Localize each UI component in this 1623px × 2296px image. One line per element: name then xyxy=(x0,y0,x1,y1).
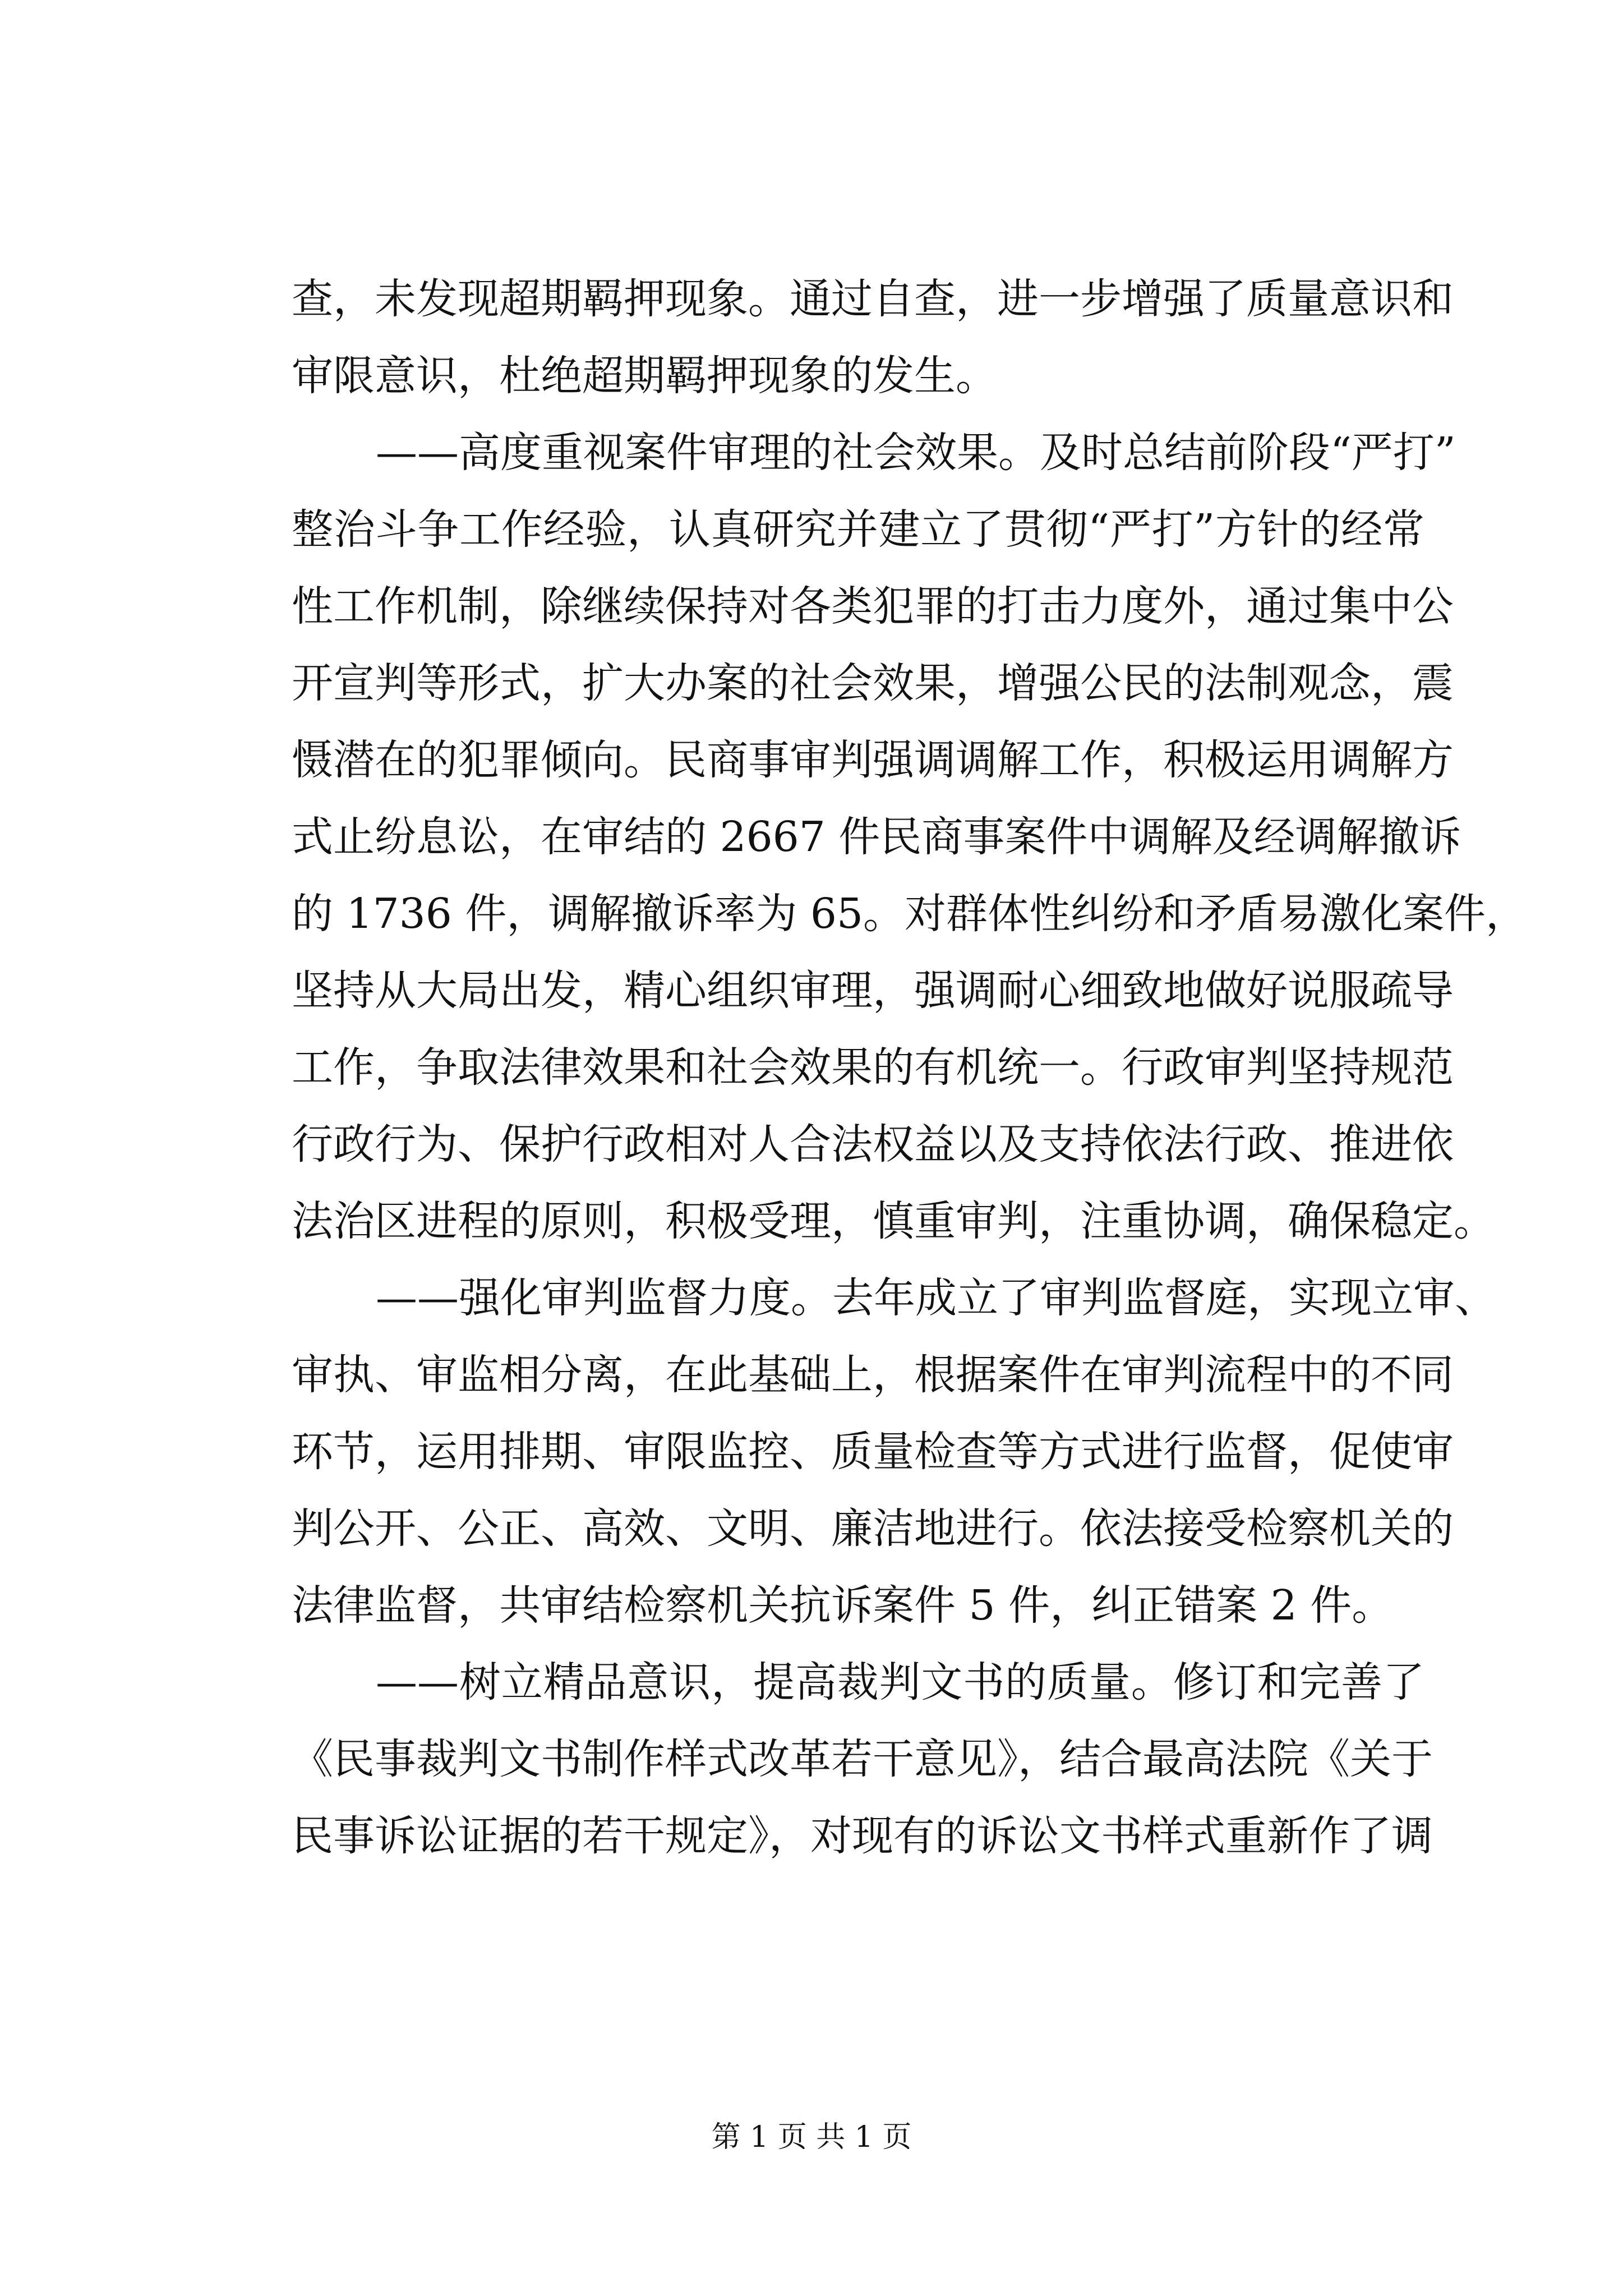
paragraph-start-line: ——树立精品意识，提高裁判文书的质量。修订和完善了 xyxy=(376,1658,1424,1706)
text-line: 判公开、公正、高效、文明、廉洁地进行。依法接受检察机关的 xyxy=(292,1504,1454,1553)
text-line: 审限意识，杜绝超期羁押现象的发生。 xyxy=(292,352,997,400)
text-line: 整治斗争工作经验，认真研究并建立了贯彻“严打”方针的经常 xyxy=(292,505,1424,554)
paragraph-start-line: ——强化审判监督力度。去年成立了审判监督庭，实现立审、 xyxy=(376,1274,1496,1322)
text-line: 慑潜在的犯罪倾向。民商事审判强调调解工作，积极运用调解方 xyxy=(292,736,1454,784)
text-line: 开宣判等形式，扩大办案的社会效果，增强公民的法制观念，震 xyxy=(292,659,1454,707)
text-line: 民事诉讼证据的若干规定》，对现有的诉讼文书样式重新作了调 xyxy=(292,1812,1433,1860)
text-line: 法律监督，共审结检察机关抗诉案件 5 件，纠正错案 2 件。 xyxy=(292,1581,1394,1630)
text-line: 法治区进程的原则，积极受理，慎重审判，注重协调，确保稳定。 xyxy=(292,1197,1495,1245)
page-footer: 第 1 页 共 1 页 xyxy=(711,2120,912,2154)
text-line: 性工作机制，除继续保持对各类犯罪的打击力度外，通过集中公 xyxy=(292,582,1454,631)
text-line: 的 1736 件，调解撤诉率为 65。对群体性纠纷和矛盾易激化案件， xyxy=(292,890,1528,938)
text-line: 式止纷息讼，在审结的 2667 件民商事案件中调解及经调解撤诉 xyxy=(292,813,1461,861)
text-line: 审执、审监相分离，在此基础上，根据案件在审判流程中的不同 xyxy=(292,1351,1454,1399)
text-line: 环节，运用排期、审限监控、质量检查等方式进行监督，促使审 xyxy=(292,1428,1454,1476)
text-line: 坚持从大局出发，精心组织审理，强调耐心细致地做好说服疏导 xyxy=(292,967,1454,1015)
text-line: 行政行为、保护行政相对人合法权益以及支持依法行政、推进依 xyxy=(292,1120,1454,1168)
text-line: 工作，争取法律效果和社会效果的有机统一。行政审判坚持规范 xyxy=(292,1043,1454,1092)
text-line: 《民事裁判文书制作样式改革若干意见》，结合最高法院《关于 xyxy=(292,1735,1433,1783)
text-line: 查，未发现超期羁押现象。通过自查，进一步增强了质量意识和 xyxy=(292,275,1454,323)
paragraph-start-line: ——高度重视案件审理的社会效果。及时总结前阶段“严打” xyxy=(376,429,1456,477)
